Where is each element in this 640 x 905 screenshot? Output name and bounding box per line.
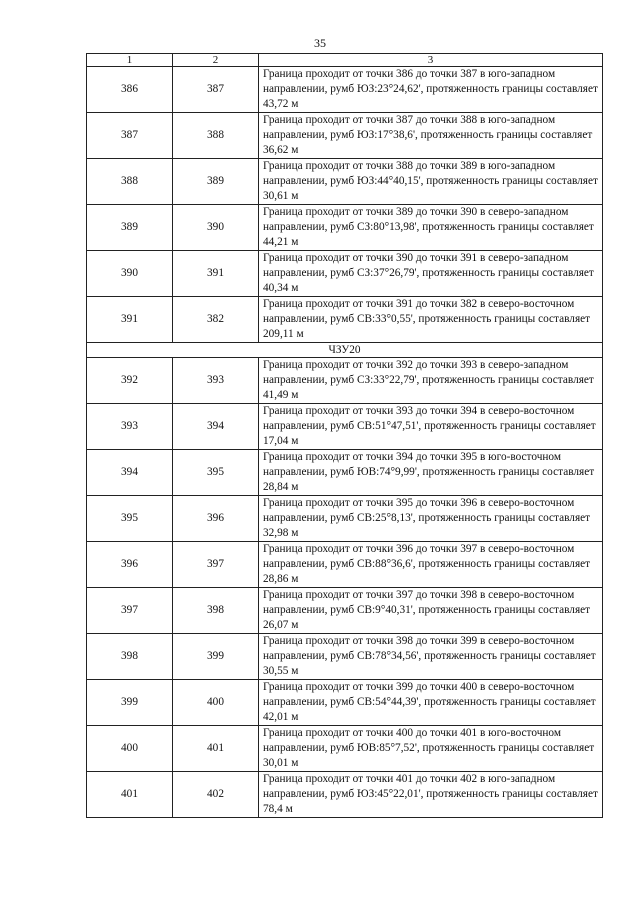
boundary-description: Граница проходит от точки 390 до точки 391 в северо-западном направлении, румб СЗ:37°26,79', протяженность границы составляет 40,34 м bbox=[259, 251, 603, 297]
point-from: 395 bbox=[87, 496, 173, 542]
point-from: 398 bbox=[87, 634, 173, 680]
point-to: 387 bbox=[173, 67, 259, 113]
table-row bbox=[87, 113, 603, 159]
boundary-description: Граница проходит от точки 389 до точки 390 в северо-западном направлении, румб СЗ:80°13,98', протяженность границы составляет 44,21 м bbox=[259, 205, 603, 251]
point-to: 399 bbox=[173, 634, 259, 680]
boundary-description: Граница проходит от точки 387 до точки 388 в юго-западном направлении, румб ЮЗ:17°38,6', протяженность границы составляет 36,62 м bbox=[259, 113, 603, 159]
point-to: 395 bbox=[173, 450, 259, 496]
point-from: 390 bbox=[87, 251, 173, 297]
point-to: 388 bbox=[173, 113, 259, 159]
point-from: 396 bbox=[87, 542, 173, 588]
point-from: 394 bbox=[87, 450, 173, 496]
header-col-3: 3 bbox=[259, 54, 603, 67]
point-to: 396 bbox=[173, 496, 259, 542]
table-row bbox=[87, 251, 603, 297]
point-from: 389 bbox=[87, 205, 173, 251]
group-row bbox=[87, 343, 603, 358]
point-from: 392 bbox=[87, 358, 173, 404]
boundary-description: Граница проходит от точки 399 до точки 400 в северо-восточном направлении, румб СВ:54°44,39', протяженность границы составляет 42,01 м bbox=[259, 680, 603, 726]
point-to: 402 bbox=[173, 772, 259, 818]
point-from: 400 bbox=[87, 726, 173, 772]
table-row bbox=[87, 588, 603, 634]
boundary-description: Граница проходит от точки 396 до точки 397 в северо-восточном направлении, румб СВ:88°36,6', протяженность границы составляет 28,86 м bbox=[259, 542, 603, 588]
boundary-description: Граница проходит от точки 391 до точки 382 в северо-восточном направлении, румб СВ:33°0,55', протяженность границы составляет 209,11 м bbox=[259, 297, 603, 343]
point-to: 394 bbox=[173, 404, 259, 450]
boundary-description: Граница проходит от точки 394 до точки 395 в юго-восточном направлении, румб ЮВ:74°9,99', протяженность границы составляет 28,84 м bbox=[259, 450, 603, 496]
boundary-description: Граница проходит от точки 397 до точки 398 в северо-восточном направлении, румб СВ:9°40,31', протяженность границы составляет 26,07 м bbox=[259, 588, 603, 634]
group-label: ЧЗУ20 bbox=[87, 343, 603, 358]
table-row bbox=[87, 205, 603, 251]
point-from: 401 bbox=[87, 772, 173, 818]
table-row bbox=[87, 680, 603, 726]
page-number: 35 bbox=[314, 36, 326, 50]
boundary-description: Граница проходит от точки 388 до точки 389 в юго-западном направлении, румб ЮЗ:44°40,15', протяженность границы составляет 30,61 м bbox=[259, 159, 603, 205]
table-row bbox=[87, 542, 603, 588]
boundary-description: Граница проходит от точки 386 до точки 387 в юго-западном направлении, румб ЮЗ:23°24,62', протяженность границы составляет 43,72 м bbox=[259, 67, 603, 113]
point-from: 387 bbox=[87, 113, 173, 159]
boundary-description: Граница проходит от точки 395 до точки 396 в северо-восточном направлении, румб СВ:25°8,13', протяженность границы составляет 32,98 м bbox=[259, 496, 603, 542]
point-to: 389 bbox=[173, 159, 259, 205]
boundary-description: Граница проходит от точки 398 до точки 399 в северо-восточном направлении, румб СВ:78°34,56', протяженность границы составляет 30,55 м bbox=[259, 634, 603, 680]
table-row bbox=[87, 358, 603, 404]
point-to: 401 bbox=[173, 726, 259, 772]
boundary-description: Граница проходит от точки 401 до точки 402 в юго-западном направлении, румб ЮЗ:45°22,01', протяженность границы составляет 78,4 м bbox=[259, 772, 603, 818]
boundary-table-body bbox=[87, 54, 603, 818]
point-to: 398 bbox=[173, 588, 259, 634]
point-to: 391 bbox=[173, 251, 259, 297]
point-to: 390 bbox=[173, 205, 259, 251]
point-from: 391 bbox=[87, 297, 173, 343]
point-from: 386 bbox=[87, 67, 173, 113]
point-from: 399 bbox=[87, 680, 173, 726]
point-from: 388 bbox=[87, 159, 173, 205]
table-row bbox=[87, 772, 603, 818]
table-row bbox=[87, 496, 603, 542]
boundary-table bbox=[86, 53, 603, 818]
table-row bbox=[87, 404, 603, 450]
table-row bbox=[87, 634, 603, 680]
boundary-description: Граница проходит от точки 392 до точки 393 в северо-западном направлении, румб СЗ:33°22,79', протяженность границы составляет 41,49 м bbox=[259, 358, 603, 404]
point-to: 400 bbox=[173, 680, 259, 726]
header-col-2: 2 bbox=[173, 54, 259, 67]
table-row bbox=[87, 726, 603, 772]
table-row bbox=[87, 450, 603, 496]
point-from: 397 bbox=[87, 588, 173, 634]
point-to: 382 bbox=[173, 297, 259, 343]
boundary-description: Граница проходит от точки 393 до точки 394 в северо-восточном направлении, румб СВ:51°47,51', протяженность границы составляет 17,04 м bbox=[259, 404, 603, 450]
point-from: 393 bbox=[87, 404, 173, 450]
header-col-1: 1 bbox=[87, 54, 173, 67]
boundary-description: Граница проходит от точки 400 до точки 401 в юго-восточном направлении, румб ЮВ:85°7,52', протяженность границы составляет 30,01 м bbox=[259, 726, 603, 772]
point-to: 393 bbox=[173, 358, 259, 404]
table-row bbox=[87, 67, 603, 113]
table-row bbox=[87, 297, 603, 343]
table-row bbox=[87, 159, 603, 205]
header-row bbox=[87, 54, 603, 67]
point-to: 397 bbox=[173, 542, 259, 588]
